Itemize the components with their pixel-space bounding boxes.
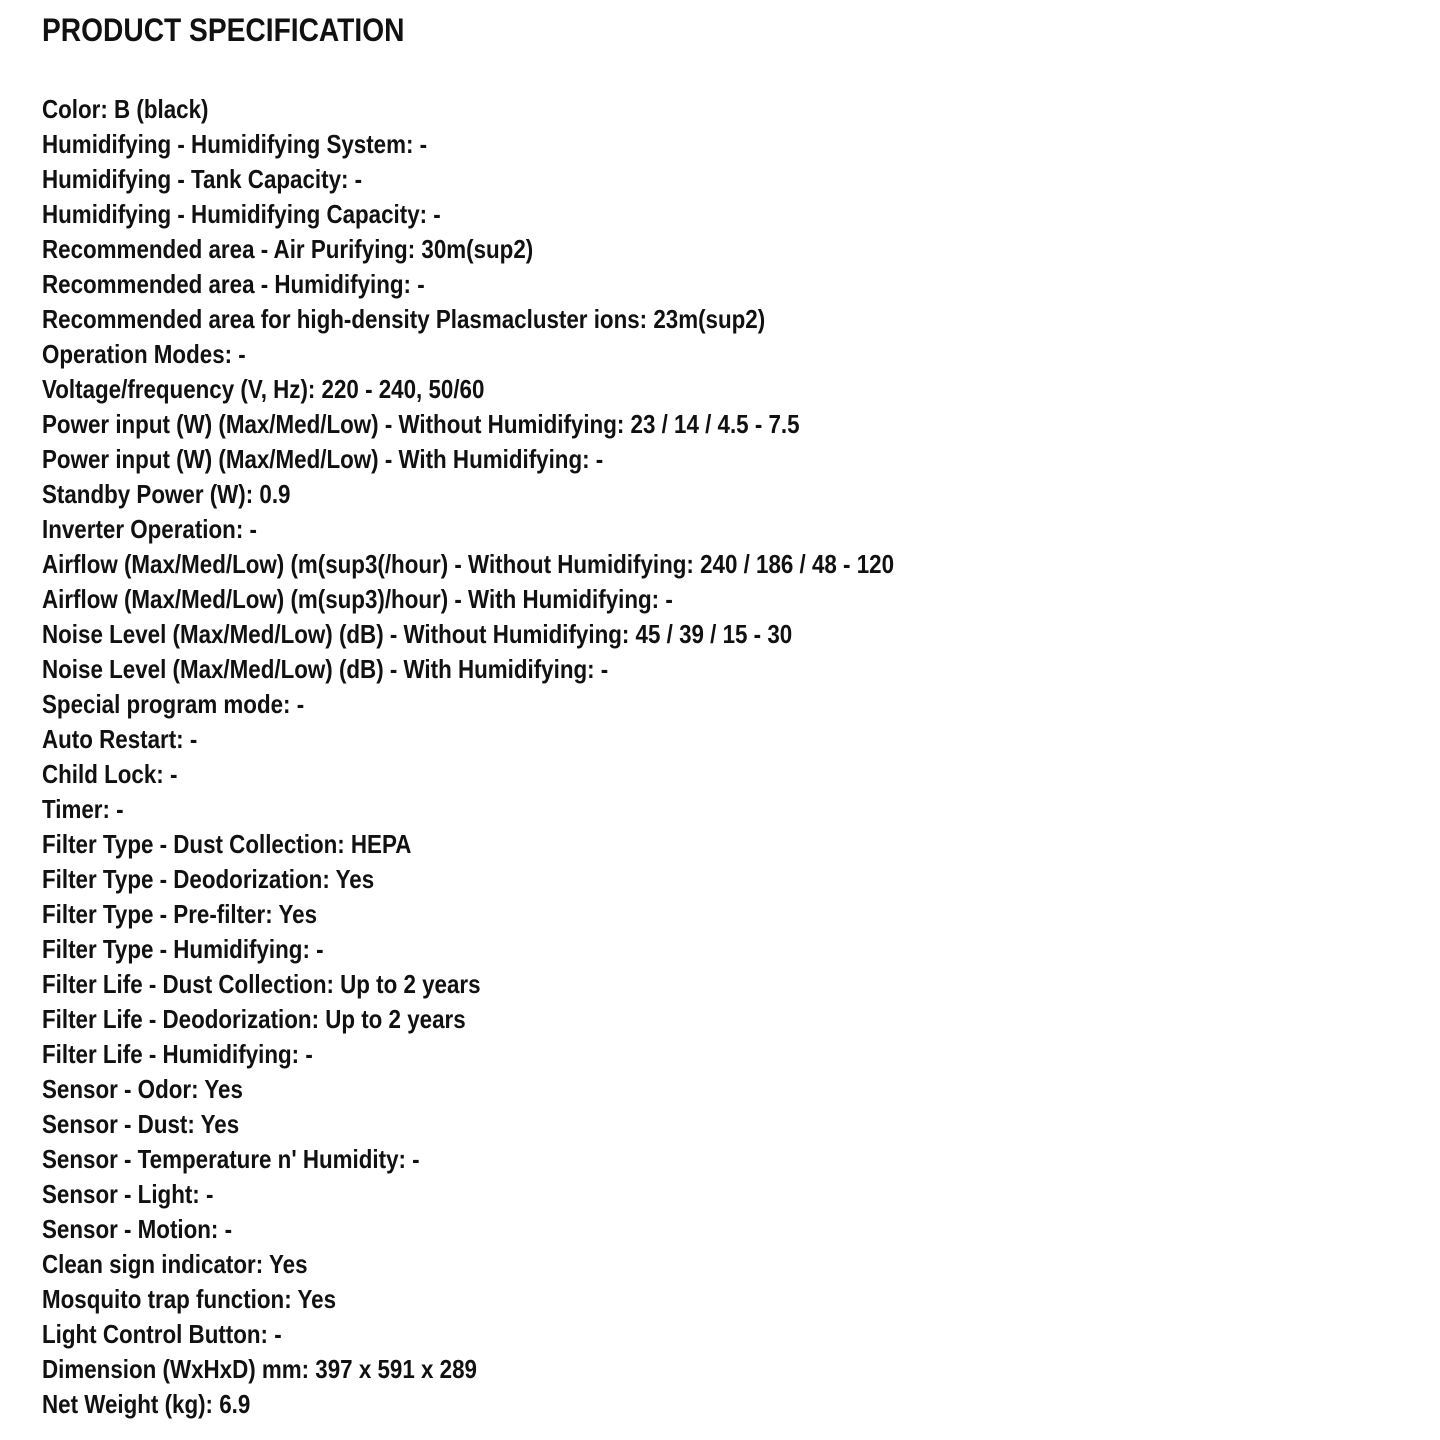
spec-item: Special program mode: - — [42, 689, 305, 719]
spec-item: Child Lock: - — [42, 759, 178, 789]
spec-item: Inverter Operation: - — [42, 514, 257, 544]
spec-item: Power input (W) (Max/Med/Low) - Without Humidifying: 23 / 14 / 4.5 - 7.5 — [42, 409, 800, 439]
spec-item: Recommended area - Air Purifying: 30m(sup2) — [42, 234, 534, 264]
spec-page — [42, 0, 1422, 1419]
spec-item: Sensor - Light: - — [42, 1179, 214, 1209]
spec-item: Auto Restart: - — [42, 724, 198, 754]
spec-item: Humidifying - Humidifying Capacity: - — [42, 199, 441, 229]
spec-item: Color: B (black) — [42, 94, 209, 124]
spec-item: Humidifying - Humidifying System: - — [42, 129, 428, 159]
spec-item: Filter Type - Pre-filter: Yes — [42, 899, 318, 929]
spec-item: Airflow (Max/Med/Low) (m(sup3(/hour) - Without Humidifying: 240 / 186 / 48 - 120 — [42, 549, 895, 579]
spec-item: Filter Life - Deodorization: Up to 2 years — [42, 1004, 466, 1034]
spec-item: Filter Life - Dust Collection: Up to 2 years — [42, 969, 481, 999]
spec-item: Net Weight (kg): 6.9 — [42, 1389, 251, 1419]
page-title: PRODUCT SPECIFICATION — [42, 12, 405, 48]
spec-item: Filter Type - Dust Collection: HEPA — [42, 829, 412, 859]
spec-item: Light Control Button: - — [42, 1319, 282, 1349]
spec-item: Filter Type - Humidifying: - — [42, 934, 324, 964]
spec-list — [42, 92, 1033, 1422]
spec-item: Sensor - Dust: Yes — [42, 1109, 240, 1139]
spec-item: Voltage/frequency (V, Hz): 220 - 240, 50/60 — [42, 374, 485, 404]
spec-item: Dimension (WxHxD) mm: 397 x 591 x 289 — [42, 1354, 477, 1384]
spec-item: Filter Life - Humidifying: - — [42, 1039, 313, 1069]
spec-item: Humidifying - Tank Capacity: - — [42, 164, 363, 194]
spec-item: Airflow (Max/Med/Low) (m(sup3)/hour) - With Humidifying: - — [42, 584, 673, 614]
spec-item: Standby Power (W): 0.9 — [42, 479, 291, 509]
spec-item: Clean sign indicator: Yes — [42, 1249, 308, 1279]
spec-item: Power input (W) (Max/Med/Low) - With Humidifying: - — [42, 444, 604, 474]
spec-item: Sensor - Odor: Yes — [42, 1074, 243, 1104]
spec-item: Timer: - — [42, 794, 124, 824]
spec-item: Filter Type - Deodorization: Yes — [42, 864, 375, 894]
spec-item: Operation Modes: - — [42, 339, 246, 369]
spec-item: Mosquito trap function: Yes — [42, 1284, 336, 1314]
spec-item: Noise Level (Max/Med/Low) (dB) - With Humidifying: - — [42, 654, 609, 684]
spec-item: Noise Level (Max/Med/Low) (dB) - Without Humidifying: 45 / 39 / 15 - 30 — [42, 619, 793, 649]
spec-item: Sensor - Motion: - — [42, 1214, 233, 1244]
spec-item: Sensor - Temperature n' Humidity: - — [42, 1144, 420, 1174]
spec-item: Recommended area for high-density Plasmacluster ions: 23m(sup2) — [42, 304, 766, 334]
spec-item: Recommended area - Humidifying: - — [42, 269, 425, 299]
